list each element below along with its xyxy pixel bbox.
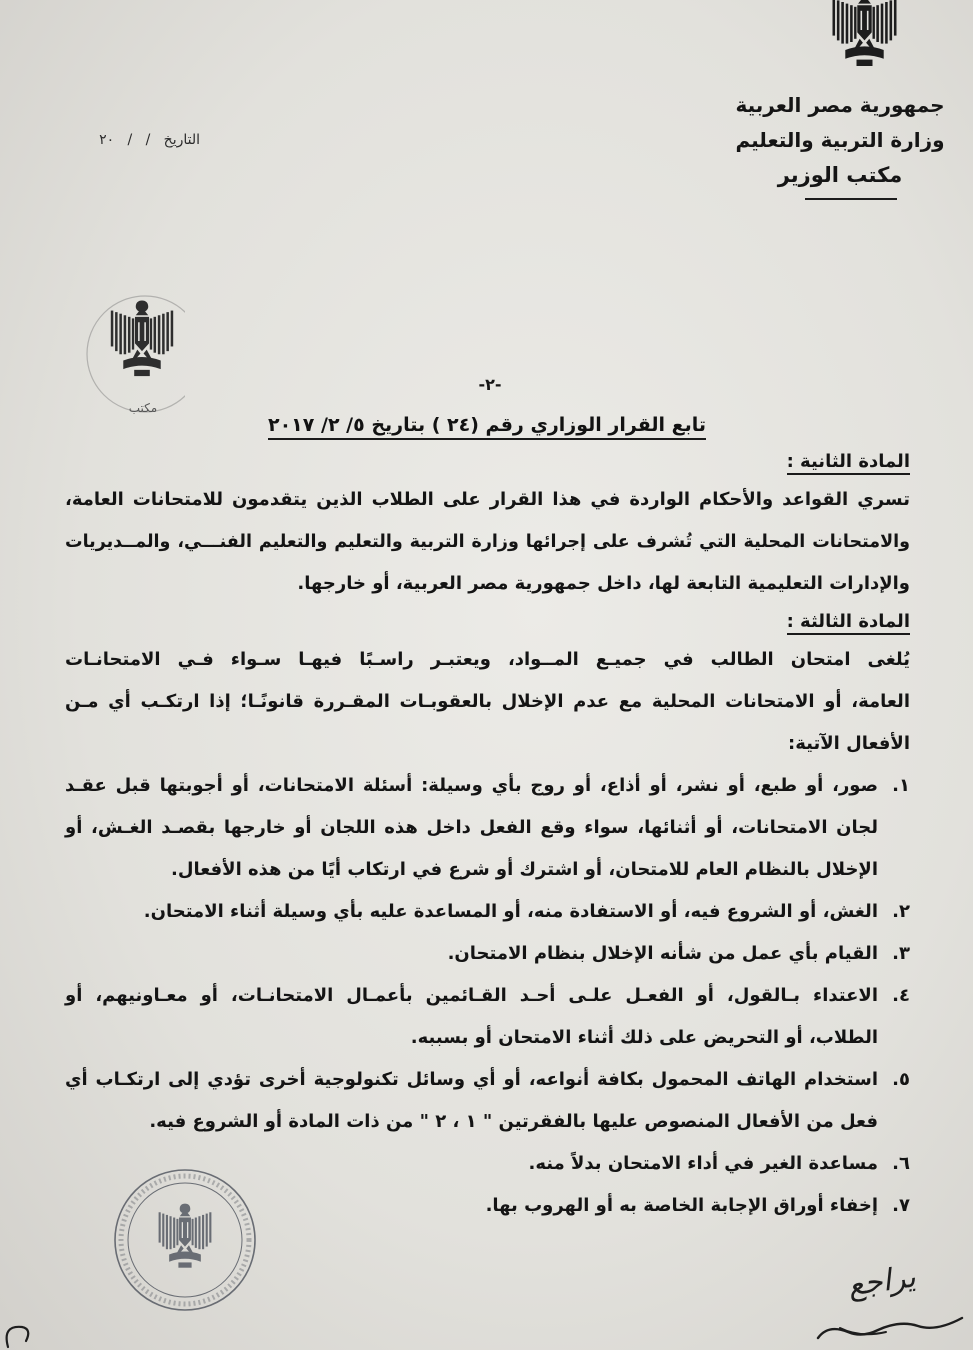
decree-title-text: تابع القرار الوزاري رقم (٢٤ ) بتاريخ ٥/ ٢/ ٢٠١٧	[268, 414, 706, 440]
list-item-text: القيام بأي عمل من شأنه الإخلال بنظام الامتحان.	[447, 943, 878, 964]
list-item-text: لجان الامتحانات، أو أثنائها، سواء وقع الفعل داخل هذه اللجان أو خارجها بقصـد الغـش، أو	[65, 817, 878, 838]
list-item-text: الاعتداء بـالقول، أو الفعـل علـى أحـد القـائمين بأعمـال الامتحانـات، أو معـاونيهم، أو	[65, 985, 878, 1006]
letterhead-ministry: وزارة التربية والتعليم	[735, 128, 945, 152]
decree-title	[262, 408, 712, 442]
handwritten-review-note: يراجع	[845, 1259, 918, 1304]
list-item-number: ٥.	[892, 1069, 910, 1090]
pen-mark	[0, 1305, 45, 1350]
letterhead-office: مكتب الوزير	[777, 163, 903, 187]
list-item-number: ٧.	[892, 1195, 910, 1216]
article-line: الأفعال الآتية:	[788, 733, 910, 754]
seal-text: مكتب	[128, 401, 158, 415]
office-seal-stamp	[85, 292, 185, 427]
article-line: العامة، أو الامتحانات المحلية مع عدم الإخلال بالعقوبـات المقـررة قانونًـا؛ إذا ارتكـب أي مـن	[65, 691, 910, 712]
article-heading	[65, 445, 910, 479]
document-body	[65, 445, 910, 1227]
letterhead	[735, 88, 945, 193]
article-heading	[65, 605, 910, 639]
list-item-text: صور، أو طبع، أو نشر، أو أذاع، أو روج بأي وسيلة: أسئلة الامتحانات، أو أجوبتها قبل عقـد	[65, 775, 878, 796]
article-line: يُلغى امتحان الطالب في جميـع المــواد، ويعتبـر راسـبًا فيهـا سـواء فـي الامتحانـات	[65, 649, 910, 670]
list-item-text: الغش، أو الشروع فيه، أو الاستفادة منه، أو المساعدة عليه بأي وسيلة أثناء الامتحان.	[143, 901, 878, 922]
list-item-number: ٤.	[892, 985, 910, 1006]
list-item	[65, 891, 910, 933]
list-item-text: مساعدة الغير في أداء الامتحان بدلاً منه.	[528, 1153, 878, 1174]
round-stamp	[110, 1158, 260, 1323]
list-item-text: إخفاء أوراق الإجابة الخاصة به أو الهروب بها.	[485, 1195, 878, 1216]
list-item-text: الإخلال بالنظام العام للامتحان، أو اشترك أو شرع في ارتكاب أيًا من هذه الأفعال.	[171, 859, 878, 880]
date-field: التاريخ / / ٢٠	[99, 132, 200, 148]
article-line: والامتحانات المحلية التي تُشرف على إجرائها وزارة التربية والتعليم والتعليم الفنـــي، والمــديريات	[65, 532, 910, 552]
list-item-number: ٦.	[892, 1153, 910, 1174]
list-item	[65, 975, 910, 1017]
list-item	[65, 933, 910, 975]
page-number: -٢-	[478, 375, 502, 394]
article-line: والإدارات التعليمية التابعة لها، داخل جمهورية مصر العربية، أو خارجها.	[297, 573, 910, 594]
list-item	[65, 1059, 910, 1101]
list-item-text: استخدام الهاتف المحمول بكافة أنواعه، أو أي وسائل تكنولوجية أخرى تؤدي إلى ارتكـاب أي	[65, 1069, 878, 1090]
eagle-emblem-icon	[812, 0, 917, 74]
list-item	[65, 765, 910, 807]
list-item-text: فعل من الأفعال المنصوص عليها بالفقرتين " ١ ، ٢ " من ذات المادة أو الشروع فيه.	[149, 1111, 878, 1132]
list-item-number: ١.	[892, 775, 910, 796]
article-heading-text: المادة الثالثة :	[787, 611, 910, 635]
list-item-text: الطلاب، أو التحريض على ذلك أثناء الامتحان أو بسببه.	[410, 1027, 878, 1048]
list-item-number: ٢.	[892, 901, 910, 922]
article-heading-text: المادة الثانية :	[787, 451, 910, 475]
article-line: تسري القواعد والأحكام الواردة في هذا القرار على الطلاب الذين يتقدمون للامتحانات العامة،	[65, 489, 910, 510]
letterhead-country: جمهورية مصر العربية	[735, 93, 945, 117]
signature-scribble	[800, 1298, 970, 1348]
letterhead-underline	[805, 198, 897, 200]
list-item-number: ٣.	[892, 943, 910, 964]
